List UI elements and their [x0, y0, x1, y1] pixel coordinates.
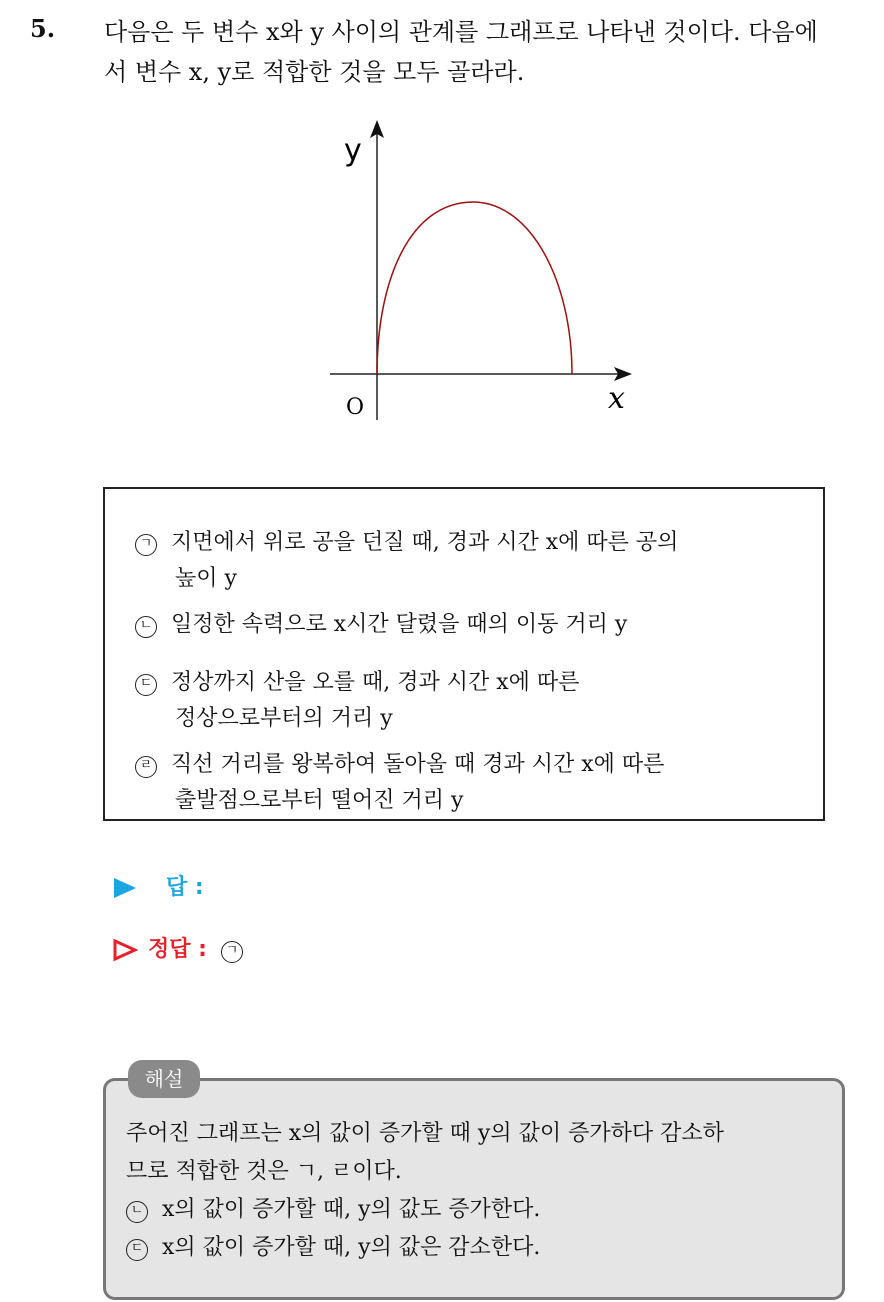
choices-box [103, 487, 825, 821]
x-axis-label: x [608, 381, 625, 416]
correct-answer-row [112, 932, 257, 963]
graph [320, 110, 640, 430]
choice-marker: ㄱ [135, 534, 157, 556]
choice-text: 정상까지 산을 오를 때, 경과 시간 x에 따른 [171, 670, 580, 695]
correct-answer-value: ㄱ [221, 941, 243, 963]
answer-row [112, 870, 204, 901]
choice-4 [135, 747, 664, 819]
explanation-marker: ㄷ [126, 1239, 148, 1261]
choice-1 [135, 525, 678, 597]
choice-marker: ㄴ [135, 616, 157, 638]
explanation-text: x의 값이 증가할 때, y의 값도 증가한다. [162, 1197, 541, 1222]
play-filled-icon [112, 876, 138, 900]
choice-text-cont: 높이 y [175, 566, 237, 591]
question-text-line1: 다음은 두 변수 x와 y 사이의 관계를 그래프로 나타낸 것이다. 다음에 [104, 18, 818, 46]
explanation-marker: ㄴ [126, 1201, 148, 1223]
play-outline-icon [112, 938, 138, 962]
explanation-line1: 주어진 그래프는 x의 값이 증가할 때 y의 값이 증가하다 감소하 [126, 1121, 724, 1146]
choice-3 [135, 665, 579, 737]
choice-marker: ㄹ [135, 756, 157, 778]
choice-text: 직선 거리를 왕복하여 돌아올 때 경과 시간 x에 따른 [171, 752, 665, 777]
choice-2 [135, 607, 627, 643]
explanation-tag: 해설 [128, 1060, 200, 1098]
question-text-line2: 서 변수 x, y로 적합한 것을 모두 골라라. [104, 58, 525, 86]
explanation-line2: 므로 적합한 것은 ㄱ, ㄹ이다. [126, 1159, 402, 1184]
choice-text-cont: 정상으로부터의 거리 y [175, 706, 393, 731]
explanation-text: x의 값이 증가할 때, y의 값은 감소한다. [162, 1235, 541, 1260]
origin-label: O [346, 395, 365, 420]
answer-label: 답 : [166, 875, 204, 900]
choice-text-cont: 출발점으로부터 떨어진 거리 y [175, 788, 464, 813]
choice-text: 지면에서 위로 공을 던질 때, 경과 시간 x에 따른 공의 [171, 530, 679, 555]
correct-answer-label: 정답 : [148, 937, 207, 962]
y-axis-label: y [344, 133, 362, 168]
question-text [104, 12, 874, 92]
curve [377, 202, 572, 374]
question-number: 5. [30, 14, 56, 43]
choice-text: 일정한 속력으로 x시간 달렸을 때의 이동 거리 y [171, 612, 628, 637]
explanation-line3 [126, 1191, 540, 1229]
choice-marker: ㄷ [135, 674, 157, 696]
explanation-box [103, 1078, 845, 1300]
explanation-line4 [126, 1229, 540, 1267]
